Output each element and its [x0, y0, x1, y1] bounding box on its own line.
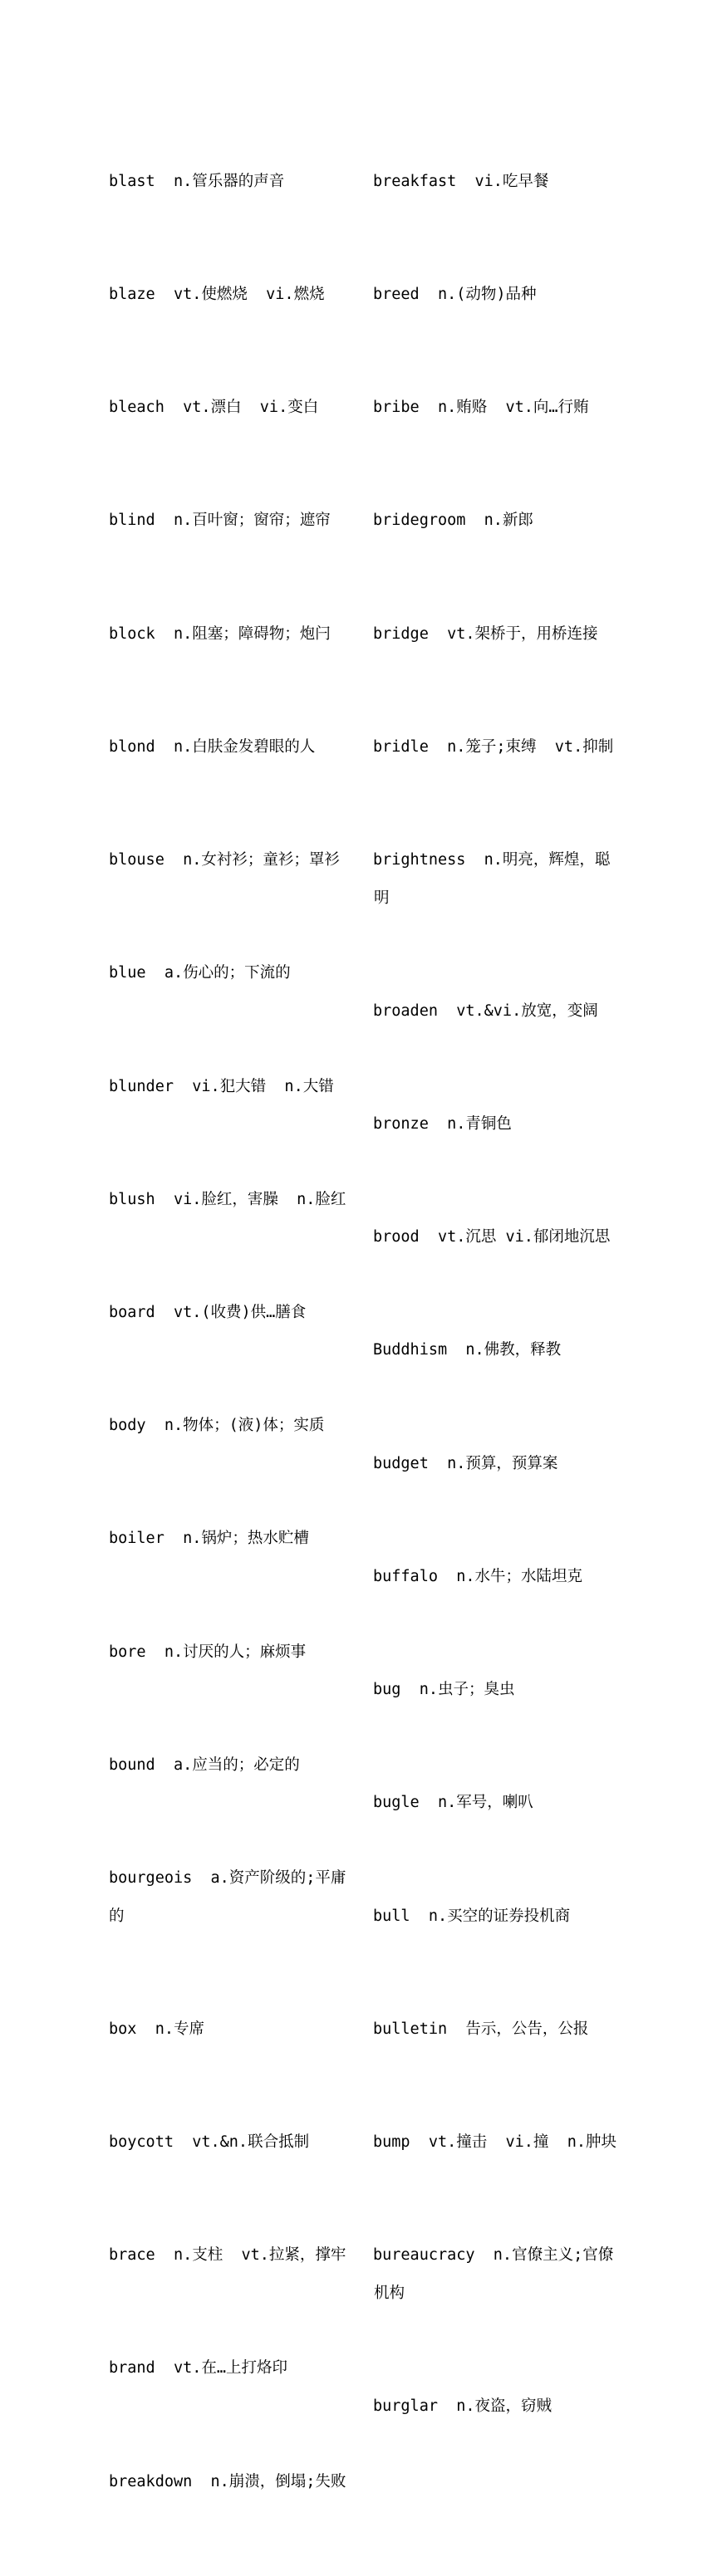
vocab-entry: bronze n.青铜色 [373, 1114, 512, 1133]
vocab-entry: block n.阻塞；障碍物；炮闩 [109, 624, 331, 643]
vocab-entry: blush vi.脸红，害臊 n.脸红 [109, 1190, 346, 1208]
vocab-entry: broaden vt.&vi.放宽，变阔 [373, 1002, 598, 1020]
right-column [374, 87, 623, 2500]
vocab-entry: budget n.预算，预算案 [373, 1454, 558, 1472]
vocab-entry: bribe n.贿赂 vt.向…行贿 [373, 399, 589, 417]
vocab-entry: blunder vi.犯大错 n.大错 [109, 1077, 334, 1095]
vocab-entry: blond n.白肤金发碧眼的人 [109, 737, 316, 756]
vocab-entry: bridegroom n.新郎 [373, 512, 533, 530]
vocab-entry: blaze vt.使燃烧 vi.燃烧 [109, 286, 325, 304]
vocab-entry: board vt.(收费)供…膳食 [109, 1304, 307, 1321]
vocab-entry: blind n.百叶窗；窗帘；遮帘 [109, 512, 331, 530]
vocab-entry: body n.物体；(液)体；实质 [109, 1417, 325, 1435]
vocab-entry: blue a.伤心的；下流的 [109, 964, 291, 982]
vocab-entry: breakdown n.崩溃，倒塌;失败 [109, 2472, 346, 2490]
vocab-entry: boiler n.锅炉；热水贮槽 [109, 1530, 309, 1548]
vocab-entry: bulletin 告示，公告，公报 [373, 2020, 589, 2038]
vocab-entry: breakfast vi.吃早餐 [373, 172, 549, 190]
vocab-entry: blast n.管乐器的声音 [109, 172, 285, 190]
vocab-entry: buffalo n.水牛；水陆坦克 [373, 1567, 583, 1585]
vocab-entry: bore n.讨厌的人；麻烦事 [109, 1643, 307, 1661]
vocab-entry: box n.专席 [109, 2020, 204, 2038]
left-column [109, 87, 355, 2576]
vocab-entry: bull n.买空的证券投机商 [373, 1907, 571, 1925]
vocab-entry: bug n.虫子；臭虫 [373, 1681, 515, 1699]
vocab-entry: boycott vt.&n.联合抵制 [109, 2133, 310, 2151]
vocab-entry: bureaucracy n.官僚主义;官僚机构 [373, 2246, 614, 2302]
vocab-entry: brightness n.明亮，辉煌，聪明 [373, 851, 611, 907]
vocab-entry: Buddhism n.佛教，释教 [373, 1341, 562, 1359]
vocab-entry: breed n.(动物)品种 [373, 286, 537, 304]
vocab-entry: bleach vt.漂白 vi.变白 [109, 399, 319, 417]
vocab-entry: brood vt.沉思 vi.郁闭地沉思 [373, 1228, 611, 1246]
vocab-entry: brace n.支柱 vt.拉紧，撑牢 [109, 2246, 346, 2265]
vocab-entry: burglar n.夜盗，窃贼 [373, 2397, 553, 2415]
vocab-entry: blouse n.女衬衫；童衫；罩衫 [109, 851, 340, 869]
vocab-entry: bump vt.撞击 vi.撞 n.肿块 [373, 2133, 616, 2151]
vocab-entry: bridge vt.架桥于，用桥连接 [373, 624, 598, 643]
vocab-entry: bugle n.军号，喇叭 [373, 1794, 533, 1812]
vocab-entry: bound a.应当的；必定的 [109, 1756, 300, 1774]
vocab-entry: brand vt.在…上打烙印 [109, 2359, 288, 2378]
vocab-entry: bridle n.笼子;束缚 vt.抑制 [373, 737, 614, 756]
vocab-entry: bourgeois a.资产阶级的;平庸的 [109, 1869, 346, 1925]
